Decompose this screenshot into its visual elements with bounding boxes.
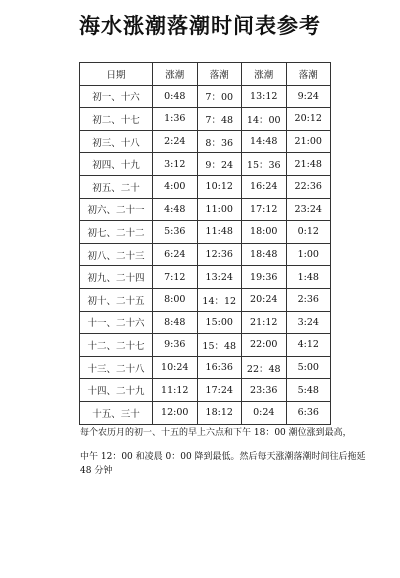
low-tide-cell: 8：36 (197, 130, 242, 153)
low-tide-cell: 23:24 (286, 198, 331, 221)
low-tide-cell: 11:00 (197, 198, 242, 221)
low-tide-cell: 7：00 (197, 85, 242, 108)
date-cell: 十四、二十九 (80, 379, 153, 402)
low-tide-cell: 21:00 (286, 130, 331, 153)
table-row (80, 311, 331, 334)
low-tide-cell: 14：12 (197, 288, 242, 311)
low-tide-cell: 9：24 (197, 153, 242, 176)
high-tide-cell: 23:36 (242, 379, 287, 402)
high-tide-cell: 11:12 (153, 379, 198, 402)
header-high-tide: 涨潮 (242, 63, 287, 86)
table-row (80, 288, 331, 311)
date-cell: 初一、十六 (80, 85, 153, 108)
table-row (80, 130, 331, 153)
header-low-tide: 落潮 (286, 63, 331, 86)
high-tide-cell: 0:24 (242, 401, 287, 424)
high-tide-cell: 22：48 (242, 356, 287, 379)
high-tide-cell: 12:00 (153, 401, 198, 424)
high-tide-cell: 19:36 (242, 266, 287, 289)
low-tide-cell: 6:36 (286, 401, 331, 424)
notes-section (80, 426, 370, 478)
low-tide-cell: 20:12 (286, 108, 331, 131)
date-cell: 初三、十八 (80, 130, 153, 153)
low-tide-cell: 5:48 (286, 379, 331, 402)
note-paragraph: 每个农历月的初一、十五的早上六点和下午 18：00 潮位涨到最高， (80, 428, 352, 438)
header-low-tide: 落潮 (197, 63, 242, 86)
date-cell: 初四、十九 (80, 153, 153, 176)
high-tide-cell: 8:00 (153, 288, 198, 311)
table-header-row (80, 63, 331, 86)
date-cell: 初七、二十二 (80, 221, 153, 244)
low-tide-cell: 17:24 (197, 379, 242, 402)
high-tide-cell: 1:36 (153, 108, 198, 131)
low-tide-cell: 18:12 (197, 401, 242, 424)
high-tide-cell: 16:24 (242, 175, 287, 198)
low-tide-cell: 15:00 (197, 311, 242, 334)
high-tide-cell: 2:24 (153, 130, 198, 153)
high-tide-cell: 13:12 (242, 85, 287, 108)
date-cell: 初五、二十 (80, 175, 153, 198)
high-tide-cell: 0:48 (153, 85, 198, 108)
high-tide-cell: 5:36 (153, 221, 198, 244)
low-tide-cell: 0:12 (286, 221, 331, 244)
high-tide-cell: 18:48 (242, 243, 287, 266)
high-tide-cell: 4:00 (153, 175, 198, 198)
high-tide-cell: 14:48 (242, 130, 287, 153)
high-tide-cell: 18:00 (242, 221, 287, 244)
high-tide-cell: 22:00 (242, 334, 287, 357)
low-tide-cell: 12:36 (197, 243, 242, 266)
high-tide-cell: 3:12 (153, 153, 198, 176)
high-tide-cell: 10:24 (153, 356, 198, 379)
low-tide-cell: 1:00 (286, 243, 331, 266)
low-tide-cell: 13:24 (197, 266, 242, 289)
high-tide-cell: 20:24 (242, 288, 287, 311)
table-row (80, 175, 331, 198)
high-tide-cell: 21:12 (242, 311, 287, 334)
table-row (80, 334, 331, 357)
low-tide-cell: 1:48 (286, 266, 331, 289)
low-tide-cell: 15：48 (197, 334, 242, 357)
table-row (80, 85, 331, 108)
high-tide-cell: 9:36 (153, 334, 198, 357)
high-tide-cell: 14：00 (242, 108, 287, 131)
date-cell: 十一、二十六 (80, 311, 153, 334)
header-high-tide: 涨潮 (153, 63, 198, 86)
date-cell: 初八、二十三 (80, 243, 153, 266)
note-paragraph: 中午 12：00 和凌晨 0：00 降到最低。然后每天涨潮落潮时间往后拖延 48 分钟 (80, 452, 366, 476)
date-cell: 初十、二十五 (80, 288, 153, 311)
low-tide-cell: 9:24 (286, 85, 331, 108)
low-tide-cell: 3:24 (286, 311, 331, 334)
low-tide-cell: 22:36 (286, 175, 331, 198)
tide-schedule-table (79, 62, 331, 425)
low-tide-cell: 5:00 (286, 356, 331, 379)
date-cell: 初九、二十四 (80, 266, 153, 289)
date-cell: 十五、三十 (80, 401, 153, 424)
low-tide-cell: 4:12 (286, 334, 331, 357)
table-row (80, 153, 331, 176)
low-tide-cell: 16:36 (197, 356, 242, 379)
table-row (80, 356, 331, 379)
high-tide-cell: 17:12 (242, 198, 287, 221)
date-cell: 十三、二十八 (80, 356, 153, 379)
header-date: 日期 (80, 63, 153, 86)
table-row (80, 401, 331, 424)
date-cell: 初二、十七 (80, 108, 153, 131)
date-cell: 初六、二十一 (80, 198, 153, 221)
table-row (80, 108, 331, 131)
low-tide-cell: 2:36 (286, 288, 331, 311)
table-row (80, 266, 331, 289)
date-cell: 十二、二十七 (80, 334, 153, 357)
high-tide-cell: 8:48 (153, 311, 198, 334)
table-row (80, 379, 331, 402)
low-tide-cell: 11:48 (197, 221, 242, 244)
high-tide-cell: 7:12 (153, 266, 198, 289)
table-row (80, 198, 331, 221)
low-tide-cell: 10:12 (197, 175, 242, 198)
high-tide-cell: 6:24 (153, 243, 198, 266)
low-tide-cell: 7：48 (197, 108, 242, 131)
page-title: 海水涨潮落潮时间表参考 (79, 13, 321, 38)
high-tide-cell: 4:48 (153, 198, 198, 221)
table-row (80, 221, 331, 244)
high-tide-cell: 15：36 (242, 153, 287, 176)
table-row (80, 243, 331, 266)
low-tide-cell: 21:48 (286, 153, 331, 176)
